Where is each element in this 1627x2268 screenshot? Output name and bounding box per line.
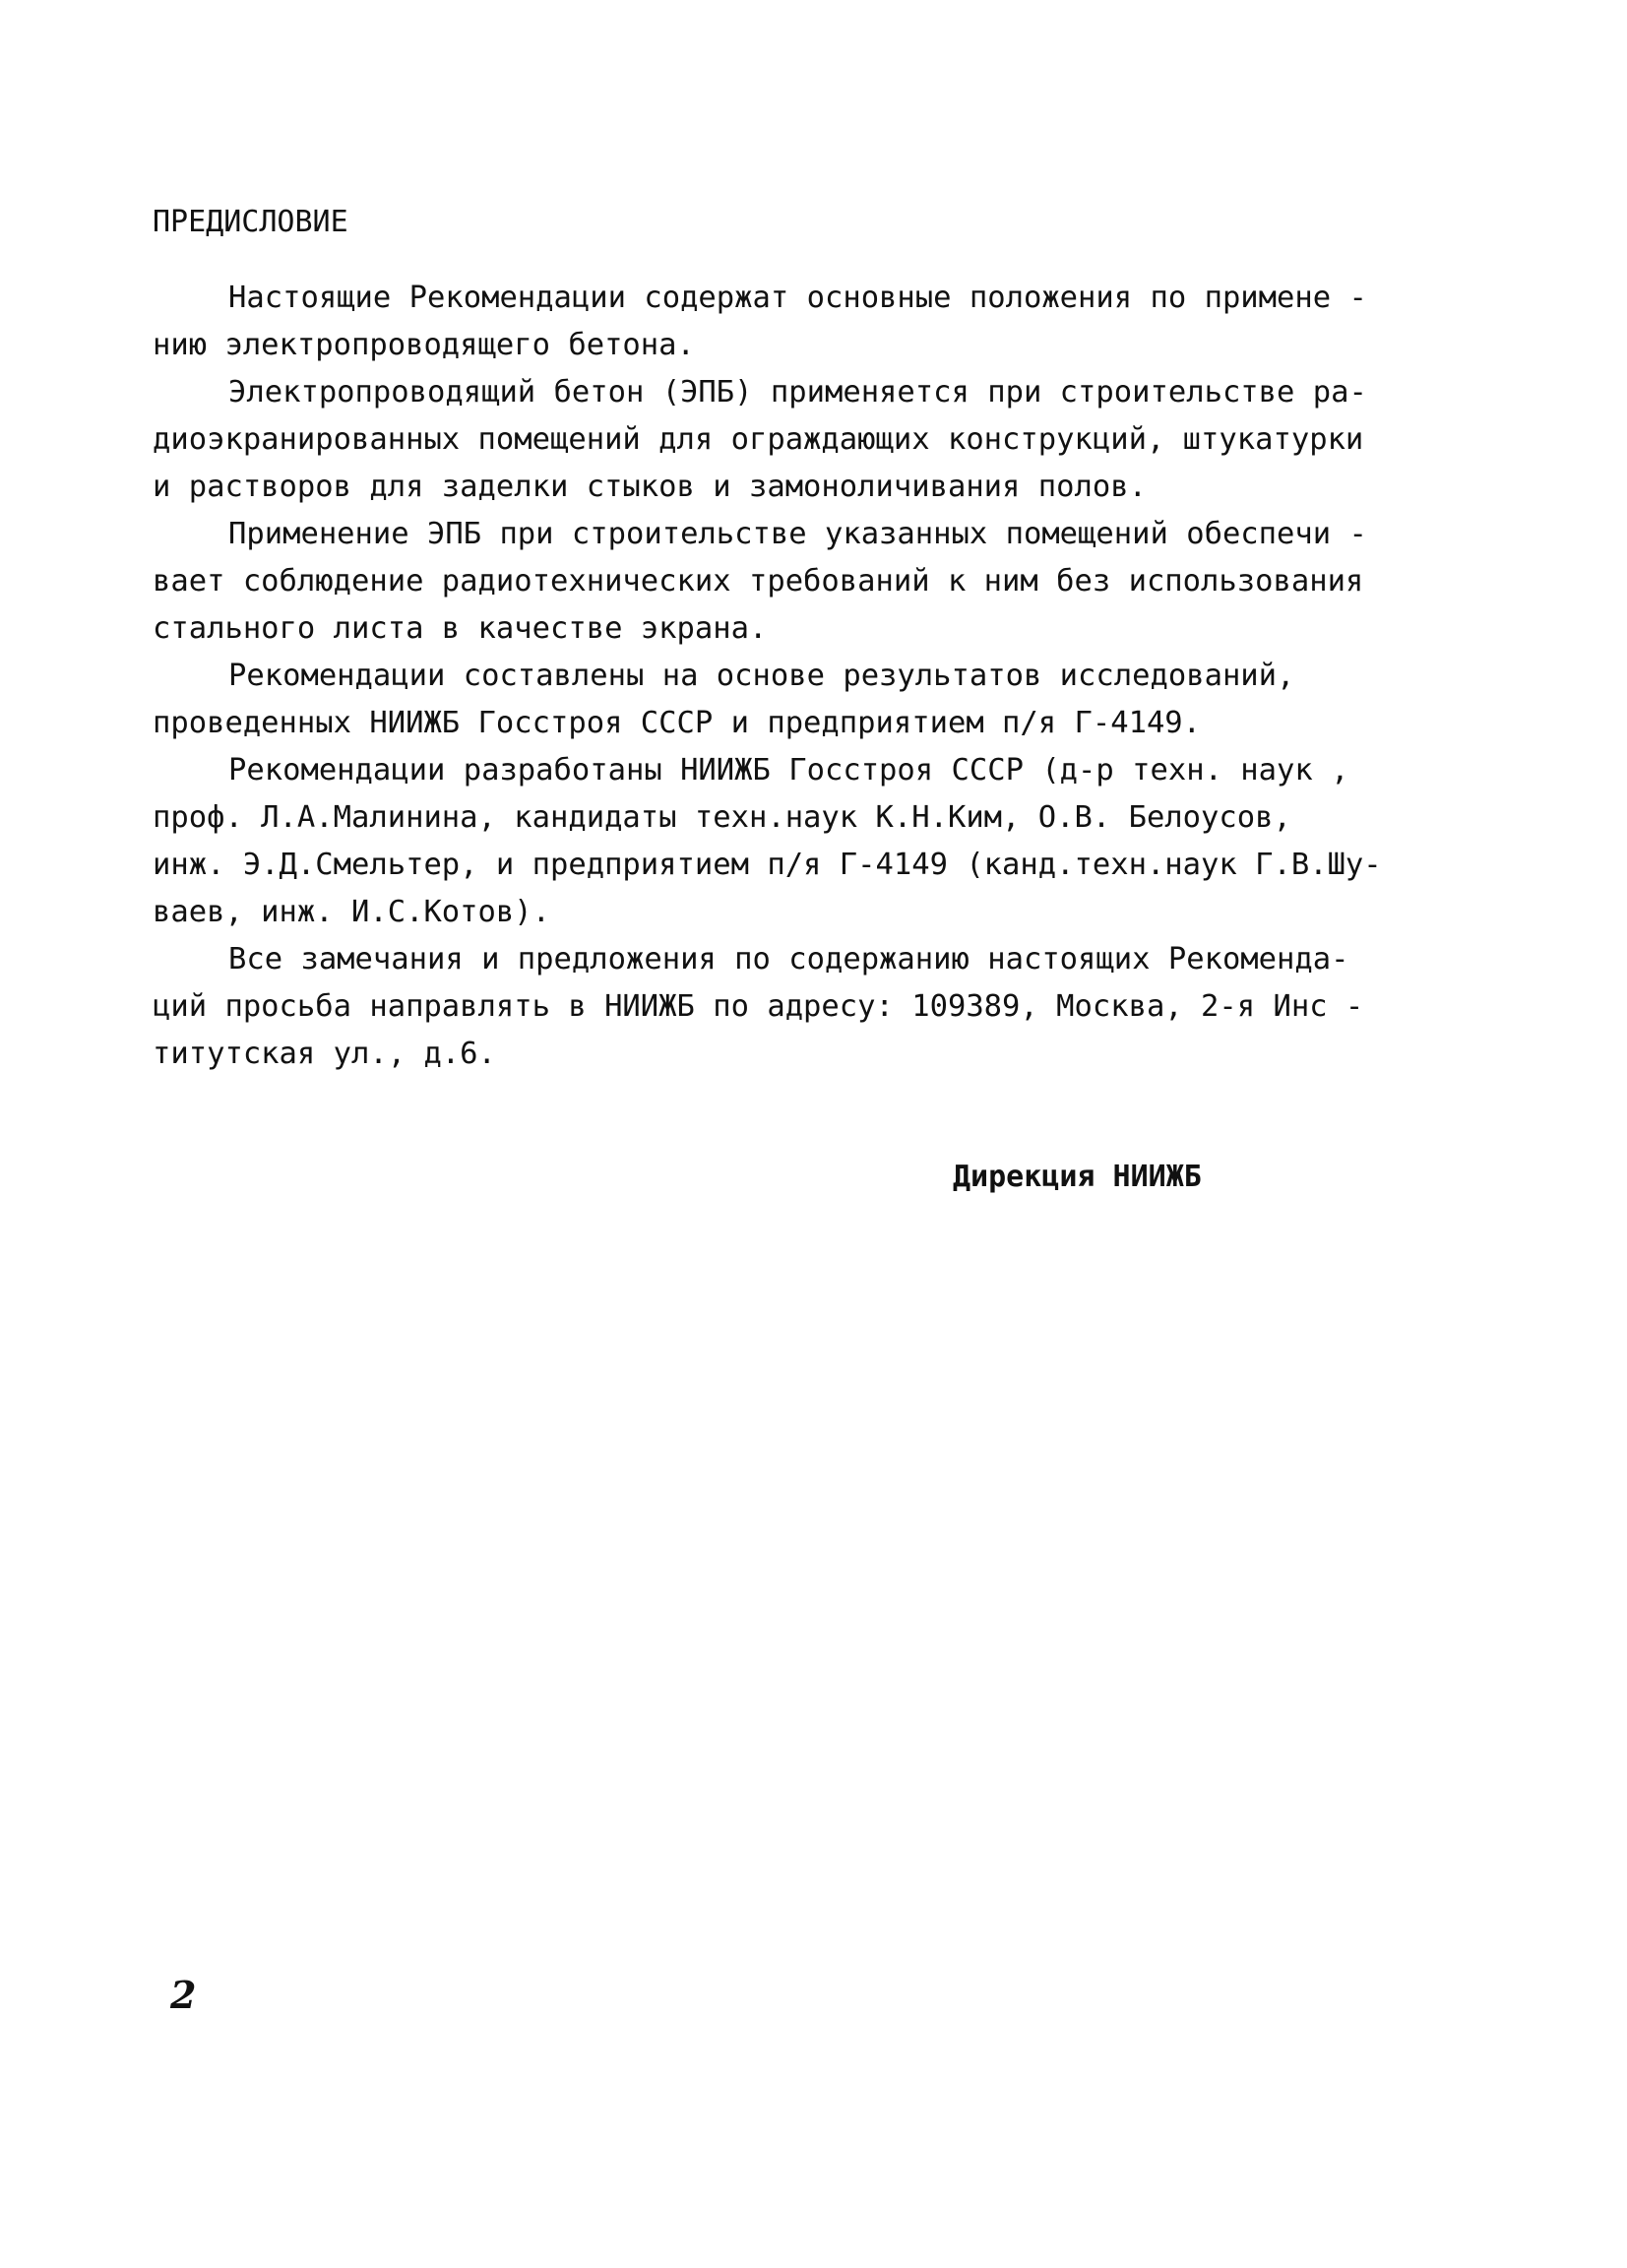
- text-line-5: и растворов для заделки стыков и замоноличивания полов.: [153, 470, 1147, 504]
- signature: Дирекция НИИЖБ: [953, 1160, 1202, 1194]
- text-line-1: Настоящие Рекомендации содержат основные положения по примене -: [228, 281, 1367, 315]
- text-line-14: ваев, инж. И.С.Котов).: [153, 895, 550, 929]
- text-line-9: Рекомендации составлены на основе результатов исследований,: [228, 659, 1295, 693]
- text-line-10: проведенных НИИЖБ Госстроя СССР и предприятием п/я Г-4149.: [153, 706, 1202, 740]
- text-line-4: диоэкранированных помещений для ограждающих конструкций, штукатурки: [153, 422, 1364, 457]
- text-line-13: инж. Э.Д.Смельтер, и предприятием п/я Г-4149 (канд.техн.наук Г.В.Шу-: [153, 848, 1382, 882]
- preface-heading: ПРЕДИСЛОВИЕ: [153, 205, 348, 239]
- text-line-3: Электропроводящий бетон (ЭПБ) применяется при строительстве ра-: [228, 375, 1367, 410]
- text-line-7: вает соблюдение радиотехнических требований к ним без использования: [153, 564, 1364, 598]
- text-line-15: Все замечания и предложения по содержанию настоящих Рекоменда-: [228, 942, 1349, 976]
- text-line-17: титутская ул., д.6.: [153, 1037, 496, 1071]
- text-line-12: проф. Л.А.Малинина, кандидаты техн.наук К.Н.Ким, О.В. Белоусов,: [153, 800, 1291, 835]
- page-number: 2: [170, 1973, 197, 2017]
- text-line-16: ций просьба направлять в НИИЖБ по адресу: 109389, Москва, 2-я Инс -: [153, 989, 1364, 1024]
- text-line-8: стального листа в качестве экрана.: [153, 611, 768, 646]
- text-line-11: Рекомендации разработаны НИИЖБ Госстроя СССР (д-р техн. наук ,: [228, 753, 1349, 788]
- text-line-6: Применение ЭПБ при строительстве указанных помещений обеспечи -: [228, 517, 1367, 551]
- text-line-2: нию электропроводящего бетона.: [153, 328, 695, 362]
